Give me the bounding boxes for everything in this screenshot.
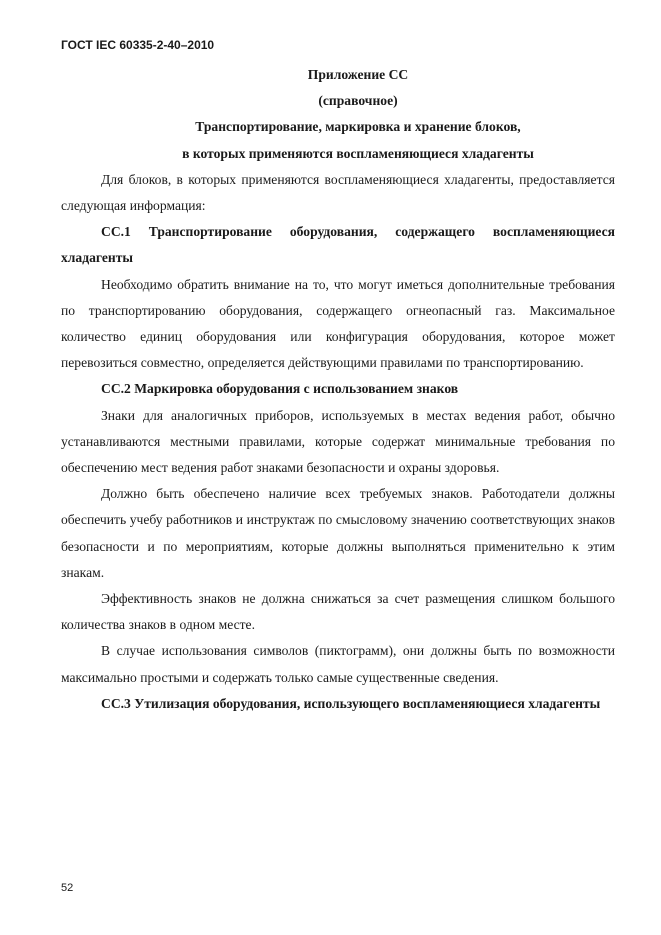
section-cc2-paragraph: Знаки для аналогичных приборов, используемых в местах ведения работ, обычно устанавливаются местными правилами, которые содержат минимальные требования по обеспечению мест ведения работ знаками безопасности и охраны здоровья.	[61, 407, 615, 476]
section-heading-cc2: СС.2 Маркировка оборудования с использованием знаков	[101, 381, 459, 397]
annex-subject-line-2: в которых применяются воспламеняющиеся хладагенты	[182, 145, 534, 161]
annex-title: Приложение СС	[307, 67, 409, 82]
section-cc1-paragraph: Необходимо обратить внимание на то, что могут иметься дополнительные требования по транспортированию оборудования, содержащего огнеопасный газ. Максимальное количество единиц оборудования или конфигурация оборудования, которое может перевозиться совместно, определяется действующими правилами по транспортированию.	[61, 276, 615, 371]
annex-status: (справочное)	[318, 93, 398, 109]
page-body	[61, 62, 615, 717]
section-heading-cc3: СС.3 Утилизация оборудования, использующего воспламеняющиеся хладагенты	[101, 695, 601, 711]
section-cc2-paragraph: Должно быть обеспечено наличие всех требуемых знаков. Работодатели должны обеспечить учебу работников и инструктаж по смысловому значению соответствующих знаков безопасности и по мероприятиям, которые должны выполняться применительно к этим знакам.	[61, 486, 615, 580]
section-cc2-paragraph: В случае использования символов (пиктограмм), они должны быть по возможности максимально простыми и содержать только самые существенные сведения.	[61, 643, 615, 685]
document-header: ГОСТ IEC 60335-2-40–2010	[61, 38, 215, 52]
annex-subject-line-1: Транспортирование, маркировка и хранение блоков,	[195, 119, 521, 135]
section-cc2-paragraph: Эффективность знаков не должна снижаться за счет размещения слишком большого количества знаков в одном месте.	[61, 591, 615, 633]
section-heading-cc1: СС.1 Транспортирование оборудования, содержащего воспламеняющиеся хладагенты	[61, 224, 615, 266]
intro-paragraph: Для блоков, в которых применяются воспламеняющиеся хладагенты, предоставляется следующая информация:	[61, 171, 615, 214]
page-number: 52	[61, 882, 74, 894]
